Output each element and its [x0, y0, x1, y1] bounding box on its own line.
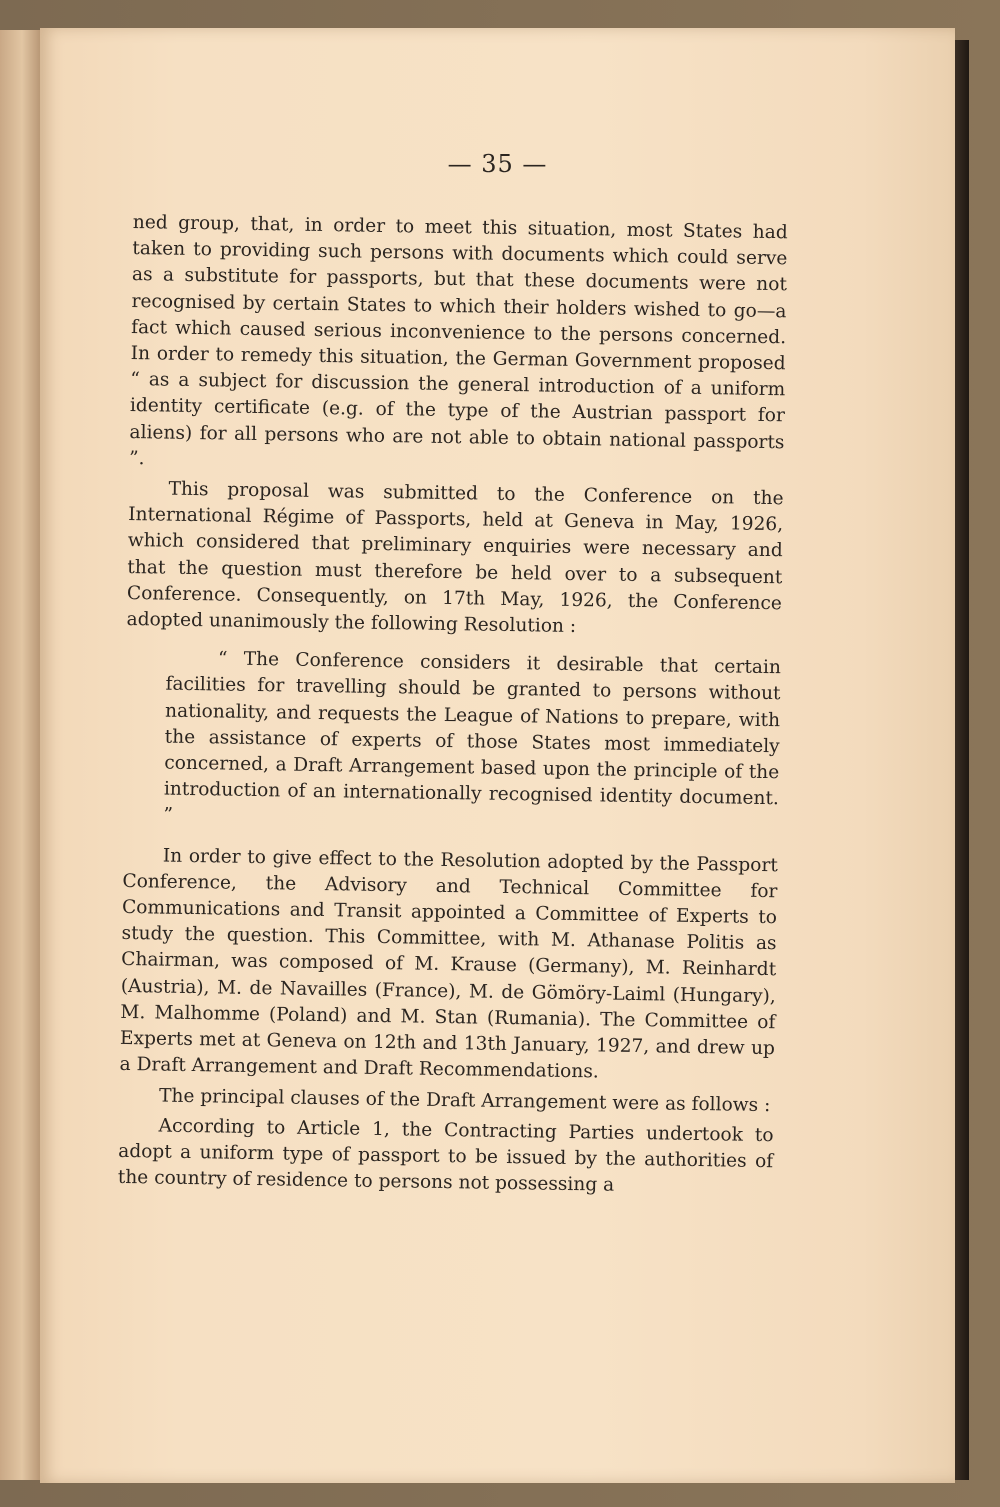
page-binding-edge	[955, 40, 969, 1480]
page-number: — 35 —	[447, 150, 548, 178]
paragraph-5: According to Article 1, the Contracting Parties undertook to adopt a uniform type of passport to be issued by the authorities of the country of residence to persons not possessing a	[117, 1115, 774, 1196]
paragraph-1: ned group, that, in order to meet this situation, most States had taken to providing such persons with documents which could serve as a substitute for passports, but that these documents were not recognised by certain States to which their holders wished to go—a fact which caused serious inconvenience to the persons concerned. In order to remedy this situation, the German Government proposed “ as a subject for discussion the general introduction of a uniform identity certificate (e.g. of the type of the Austrian passport for aliens) for all persons who are not able to obtain national passports ”.	[128, 211, 788, 470]
paragraph-3: In order to give effect to the Resolution adopted by the Passport Conference, the Advisory and Technical Committee for Communications and Transit appointed a Committee of Experts to study the question. This Committee, with M. Athanase Politis as Chairman, was composed of M. Krause (Germany), M. Reinhardt (Austria), M. de Navailles (France), M. de Gömöry-Laiml (Hungary), M. Malhomme (Poland) and M. Stan (Rumania). The Committee of Experts met at Geneva on 12th and 13th January, 1927, and drew up a Draft Arrangement and Draft Recommendations.	[119, 845, 778, 1083]
resolution-quote: “ The Conference considers it desirable that certain facilities for travelling should be granted to persons without nationality, and requests the League of Nations to prepare, with the assistance of experts of those States most immediately concerned, a Draft Arrangement based upon the principle of the introduction of an internationally recognised identity document. ”	[163, 648, 782, 827]
paragraph-4: The principal clauses of the Draft Arrangement were as follows :	[158, 1085, 771, 1116]
paragraph-2: This proposal was submitted to the Conference on the International Régime of Passports, held at Geneva in May, 1926, which considered that preliminary enquiries were necessary and that the question must therefore be held over to a subsequent Conference. Consequently, on 17th May, 1926, the Conference adopted unanimously the following Resolution :	[126, 478, 784, 638]
document-page	[40, 28, 955, 1483]
left-page-edge	[0, 30, 42, 1480]
body-text	[118, 210, 788, 1201]
